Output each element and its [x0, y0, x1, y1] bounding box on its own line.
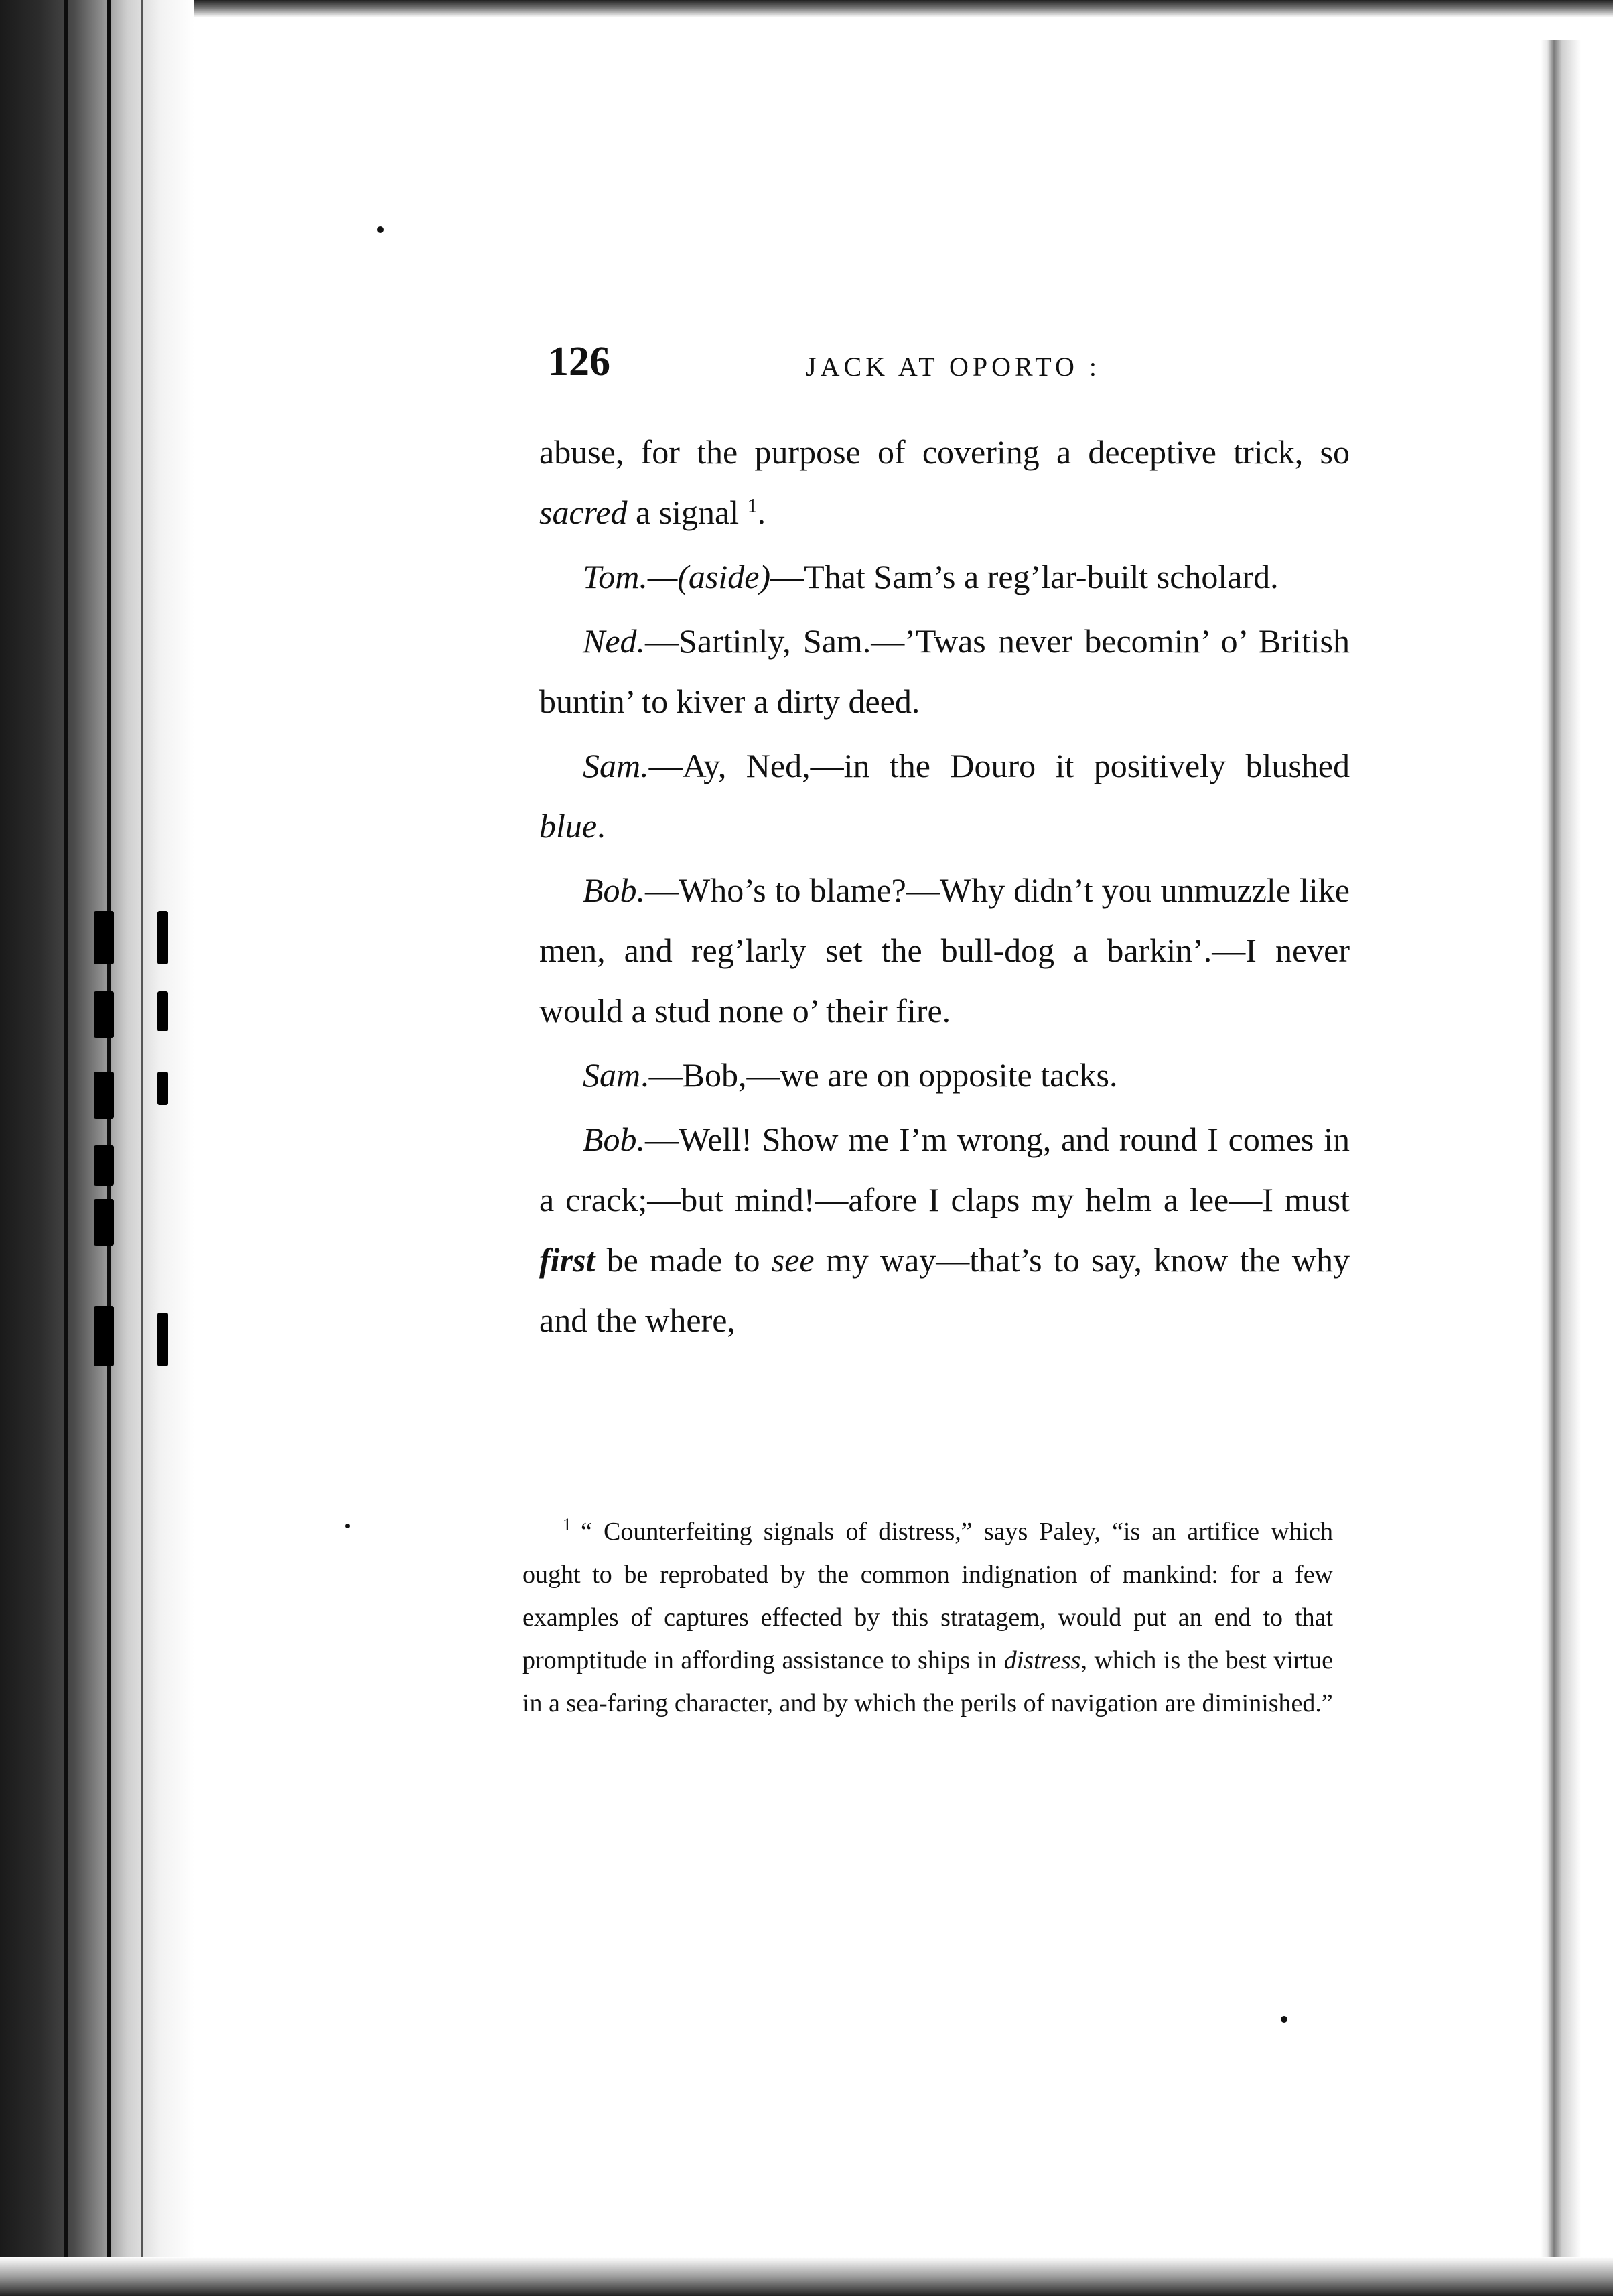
top-page-edge: [0, 0, 1613, 17]
speech-text: my way—that’s to say, know the why and the where,: [539, 1241, 1350, 1339]
binding-notch: [94, 1306, 114, 1366]
speaker-name: Sam: [583, 1056, 641, 1094]
dialogue-line: [539, 611, 1350, 731]
scan-speck: [345, 1524, 350, 1528]
binding-notch: [94, 1145, 114, 1186]
binding-notch: [94, 911, 114, 964]
binding-notch: [94, 991, 114, 1038]
dialogue-line: [539, 547, 1350, 607]
footnote-text: “ Counterfeiting signals of distress,” says Paley, “is an artifice which ought to be reprobated by the common indignation of mankind: for a few examples of captures effected by this stratagem, would put an end to that promptitude in affording assistance to ships in: [522, 1518, 1333, 1674]
footnote: [522, 1510, 1333, 1725]
speech-text: .: [597, 807, 606, 845]
text-run: abuse, for the purpose of covering a deceptive trick, so: [539, 433, 1350, 471]
speech-text: —That Sam’s a reg’lar-built scholard.: [770, 558, 1279, 595]
speech-text: .—Bob,—we are on opposite tacks.: [640, 1056, 1118, 1094]
emphasis: first: [539, 1241, 595, 1279]
emphasis: sacred: [539, 494, 628, 531]
footnote-reference: 1: [747, 494, 758, 517]
speaker-name: Bob.: [583, 871, 646, 909]
binding-notch: [94, 1199, 114, 1246]
emphasis: blue: [539, 807, 598, 845]
footnote-paragraph: [522, 1510, 1333, 1725]
dialogue-line: [539, 735, 1350, 856]
dialogue-line: [539, 1109, 1350, 1350]
binding-notch: [94, 1072, 114, 1119]
dialogue-line: [539, 860, 1350, 1041]
text-run: a signal: [627, 494, 740, 531]
speech-text: —Sartinly, Sam.—’Twas never becomin’ o’ British buntin’ to kiver a dirty deed.: [539, 622, 1350, 720]
emphasis: see: [771, 1241, 815, 1279]
binding-notch: [157, 911, 168, 964]
scan-speck: [377, 226, 384, 233]
speaker-name: Bob.: [583, 1121, 646, 1158]
main-text: [539, 422, 1350, 1354]
text-run: .: [757, 494, 766, 531]
speech-text: —Ay, Ned,—in the Douro it positively blushed: [648, 747, 1350, 784]
page-header: [548, 335, 1352, 388]
paragraph: [539, 422, 1350, 543]
binding-notch: [157, 1313, 168, 1366]
binding-notch: [157, 1072, 168, 1105]
right-page-edge: [1541, 40, 1613, 2264]
running-head: JACK AT OPORTO :: [806, 352, 1101, 382]
binding-edge: [0, 0, 194, 2296]
speech-text: —Who’s to blame?—Why didn’t you unmuzzle like men, and reg’larly set the bull-dog a barkin’.—I never would a stud none o’ their fire.: [539, 871, 1350, 1029]
emphasis: distress: [1003, 1646, 1081, 1674]
dialogue-line: [539, 1045, 1350, 1105]
speaker-name: Tom.—(aside): [583, 558, 771, 595]
binding-stripe: [141, 0, 143, 2296]
speaker-name: Sam.: [583, 747, 649, 784]
binding-stripe: [64, 0, 68, 2296]
scan-speck: [1281, 2016, 1287, 2023]
footnote-number: 1: [563, 1515, 571, 1535]
speaker-name: Ned.: [583, 622, 646, 660]
speech-text: be made to: [595, 1241, 772, 1279]
bottom-page-edge: [0, 2257, 1613, 2296]
footnote-text: , which is the best virtue in a sea-faring character, and by which the perils of navigation are diminished.”: [522, 1646, 1334, 1717]
speech-text: —Well! Show me I’m wrong, and round I comes in a crack;—but mind!—afore I claps my helm a lee—I must: [539, 1121, 1350, 1218]
page-number: 126: [548, 339, 610, 384]
binding-notch: [157, 991, 168, 1031]
